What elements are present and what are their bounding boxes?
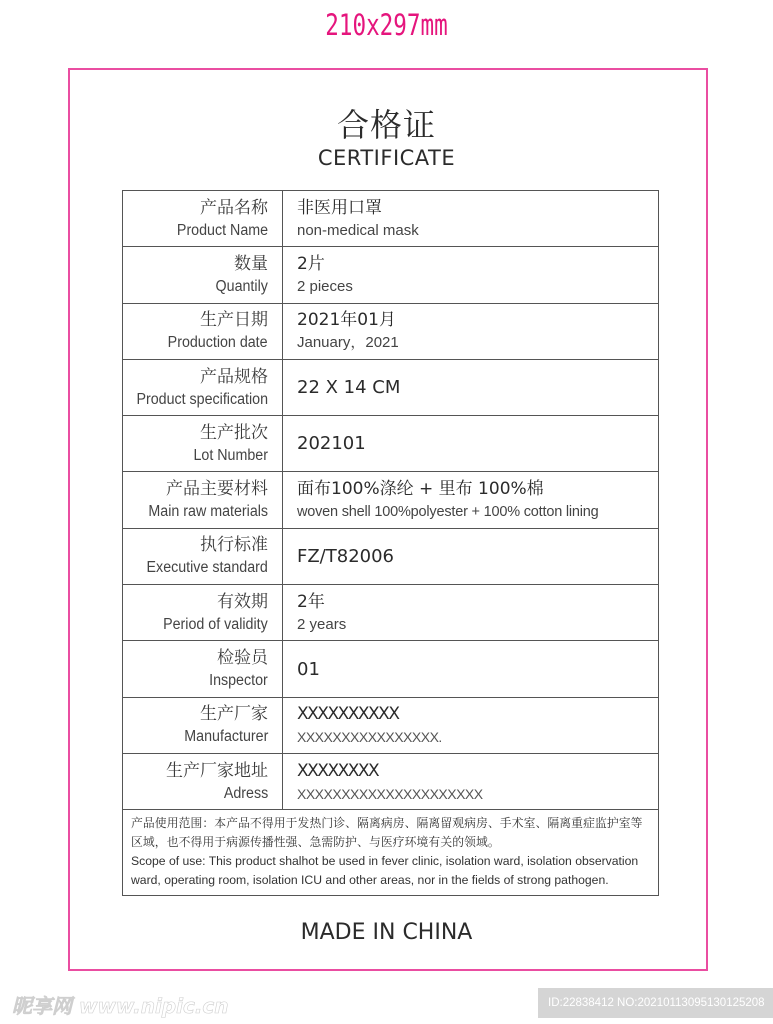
row-label <box>123 360 283 415</box>
certificate-title-cn: 合格证 <box>336 106 436 144</box>
label-en: Product Name <box>176 221 268 239</box>
made-in-china: MADE IN CHINA <box>300 920 473 945</box>
row-value <box>283 247 658 302</box>
value-single: FZ/T82006 <box>297 545 395 567</box>
value-en: woven shell 100%polyester + 100% cotton lining <box>297 504 599 521</box>
watermark-site: 昵享网 www.nipic.cn <box>12 994 229 1018</box>
value-single: 01 <box>297 658 320 680</box>
label-en: Production date <box>168 334 268 352</box>
page-size-label: 210x297mm <box>325 8 448 42</box>
row-value <box>283 698 658 753</box>
table-row-main-raw-materials <box>123 472 658 528</box>
table-row-inspector <box>123 641 658 697</box>
label-cn: 生产批次 <box>200 422 268 443</box>
table-row-address <box>123 754 658 810</box>
label-en: Adress <box>223 784 268 802</box>
label-en: Lot Number <box>193 446 268 464</box>
table-row-production-date <box>123 304 658 360</box>
value-en: XXXXXXXXXXXXXXXXXXXXX <box>297 785 483 802</box>
table-row-executive-standard <box>123 529 658 585</box>
row-label <box>123 641 283 696</box>
row-label <box>123 585 283 640</box>
table-row-product-name <box>123 191 658 247</box>
row-label <box>123 191 283 246</box>
scope-cn: 产品使用范围：本产品不得用于发热门诊、隔离病房、隔离留观病房、手术室、隔离重症监护室等区域，也不得用于病源传播性强、急需防护、与医疗环境有关的领域。 <box>131 816 643 850</box>
value-single: 202101 <box>297 433 366 455</box>
row-value <box>283 472 658 527</box>
row-value <box>283 641 658 696</box>
scope-en: Scope of use: This product shalhot be used in fever clinic, isolation ward, isolation observation ward, operating room, isolation ICU and other areas, nor in the fields of strong pathogen. <box>131 854 639 888</box>
row-value <box>283 585 658 640</box>
row-label <box>123 304 283 359</box>
value-cn: XXXXXXXXXX <box>297 704 399 725</box>
table-row-lot-number <box>123 416 658 472</box>
label-en: Main raw materials <box>148 503 268 521</box>
row-value <box>283 416 658 471</box>
label-cn: 产品主要材料 <box>166 479 268 500</box>
label-en: Manufacturer <box>183 728 268 746</box>
label-cn: 生产厂家地址 <box>166 760 268 781</box>
label-cn: 数量 <box>234 253 268 274</box>
label-cn: 产品规格 <box>200 366 268 387</box>
label-cn: 生产厂家 <box>200 704 268 725</box>
row-label <box>123 529 283 584</box>
label-en: Product specification <box>136 390 268 408</box>
label-cn: 检验员 <box>217 648 268 669</box>
value-single: 22 X 14 CM <box>297 377 401 399</box>
value-cn: 非医用口罩 <box>297 197 382 218</box>
table-row-product-specification <box>123 360 658 416</box>
value-cn: 面布100%涤纶 + 里布 100%棉 <box>297 479 544 500</box>
row-label <box>123 754 283 809</box>
value-cn: 2021年01月 <box>297 310 396 331</box>
value-cn: XXXXXXXX <box>297 760 379 781</box>
value-en: XXXXXXXXXXXXXXXX. <box>297 729 442 746</box>
value-cn: 2年 <box>297 591 325 612</box>
scope-of-use <box>123 810 658 895</box>
label-en: Period of validity <box>163 615 268 633</box>
table-row-quantity <box>123 247 658 303</box>
label-cn: 产品名称 <box>200 197 268 218</box>
certificate-table <box>122 190 659 896</box>
label-cn: 生产日期 <box>200 310 268 331</box>
value-en: 2 years <box>297 615 347 633</box>
watermark-id: ID:22838412 NO:20210113095130125208 <box>538 988 773 1018</box>
label-en: Quantily <box>215 277 268 295</box>
row-label <box>123 472 283 527</box>
row-value <box>283 754 658 809</box>
table-row-manufacturer <box>123 698 658 754</box>
value-cn: 2片 <box>297 253 325 274</box>
row-label <box>123 416 283 471</box>
certificate-title-en: CERTIFICATE <box>317 146 456 170</box>
row-value <box>283 304 658 359</box>
row-value <box>283 360 658 415</box>
label-cn: 执行标准 <box>200 535 268 556</box>
label-en: Inspector <box>209 672 268 690</box>
value-en: January，2021 <box>297 334 399 352</box>
label-en: Executive standard <box>146 559 268 577</box>
value-en: 2 pieces <box>297 277 353 295</box>
table-row-period-of-validity <box>123 585 658 641</box>
row-value <box>283 191 658 246</box>
label-cn: 有效期 <box>217 591 268 612</box>
row-label <box>123 247 283 302</box>
row-value <box>283 529 658 584</box>
value-en: non-medical mask <box>297 221 419 239</box>
row-label <box>123 698 283 753</box>
